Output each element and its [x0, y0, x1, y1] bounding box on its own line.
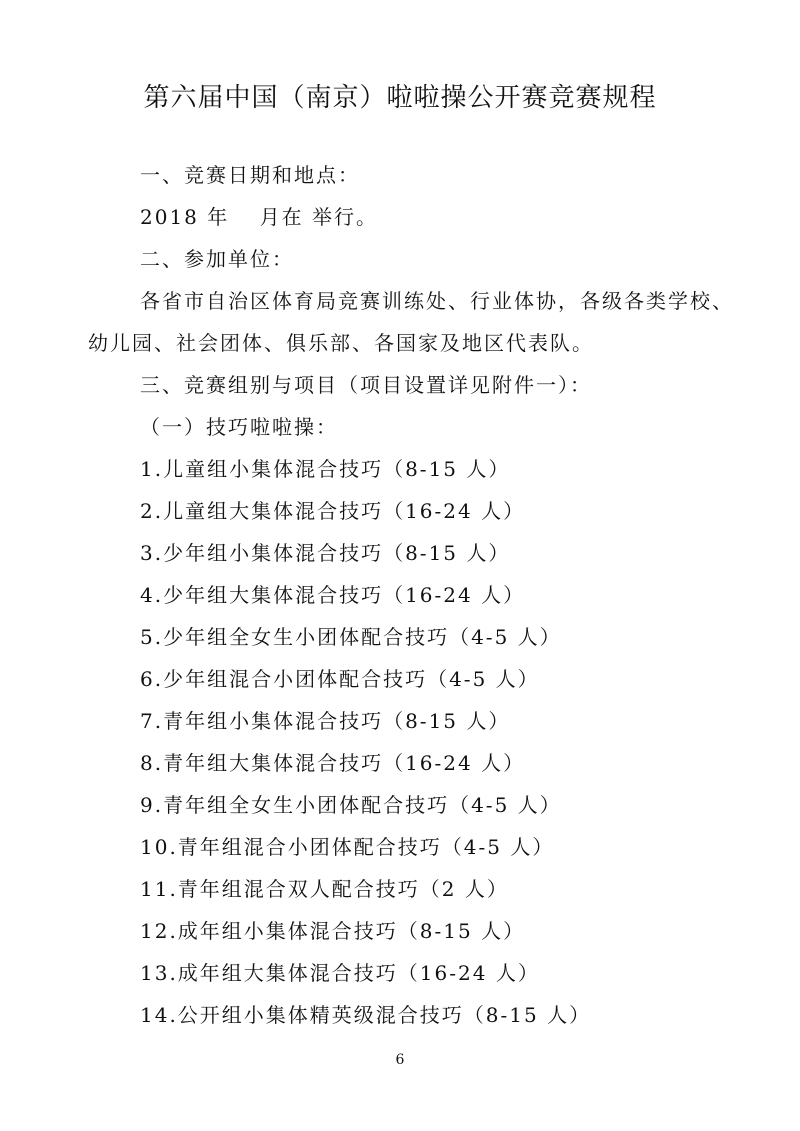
paragraph-date-venue: 2018 年 月在 举行。 — [140, 205, 378, 229]
list-item: 5.少年组全女生小团体配合技巧（4-5 人） — [140, 625, 562, 649]
list-item: 7.青年组小集体混合技巧（8-15 人） — [140, 709, 511, 733]
list-item: 6.少年组混合小团体配合技巧（4-5 人） — [140, 667, 540, 691]
paragraph-participants-line-1: 各省市自治区体育局竞赛训练处、行业体协，各级各类学校、 — [140, 289, 734, 313]
document-title: 第六届中国（南京）啦啦操公开赛竞赛规程 — [143, 83, 657, 113]
list-item: 10.青年组混合小团体配合技巧（4-5 人） — [140, 835, 555, 859]
section-heading-groups-events: 三、竞赛组别与项目（项目设置详见附件一）： — [140, 373, 592, 397]
list-item: 13.成年组大集体混合技巧（16-24 人） — [140, 961, 540, 985]
page-number: 6 — [395, 1052, 405, 1068]
paragraph-participants-line-2: 幼儿园、社会团体、俱乐部、各国家及地区代表队。 — [88, 331, 594, 355]
list-item: 11.青年组混合双人配合技巧（2 人） — [140, 877, 509, 901]
list-item: 1.儿童组小集体混合技巧（8-15 人） — [140, 457, 511, 481]
list-item: 14.公开组小集体精英级混合技巧（8-15 人） — [140, 1003, 592, 1027]
section-heading-participants: 二、参加单位： — [140, 247, 294, 271]
section-heading-date-venue: 一、竞赛日期和地点： — [140, 163, 360, 187]
list-item: 9.青年组全女生小团体配合技巧（4-5 人） — [140, 793, 562, 817]
list-item: 2.儿童组大集体混合技巧（16-24 人） — [140, 499, 526, 523]
list-item: 4.少年组大集体混合技巧（16-24 人） — [140, 583, 526, 607]
list-item: 12.成年组小集体混合技巧（8-15 人） — [140, 919, 526, 943]
list-item: 3.少年组小集体混合技巧（8-15 人） — [140, 541, 511, 565]
subsection-heading-stunt-cheer: （一）技巧啦啦操： — [140, 415, 338, 439]
list-item: 8.青年组大集体混合技巧（16-24 人） — [140, 751, 526, 775]
